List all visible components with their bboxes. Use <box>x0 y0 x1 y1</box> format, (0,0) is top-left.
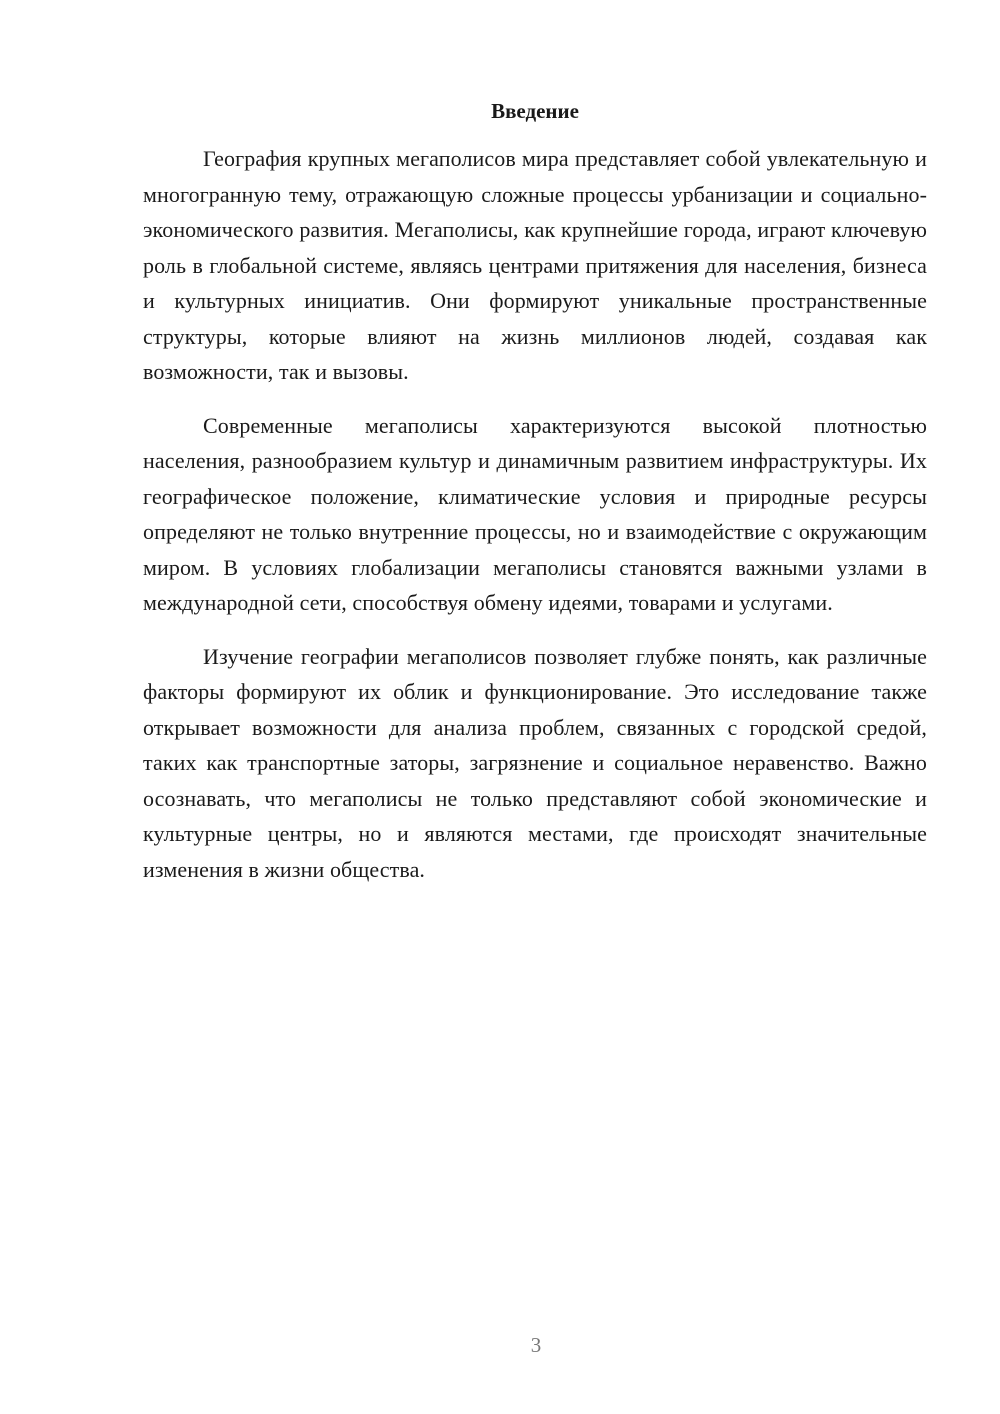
page-content <box>143 94 927 905</box>
section-title: Введение <box>491 99 579 123</box>
paragraph-3: Изучение географии мегаполисов позволяет глубже понять, как различные факторы формируют их облик и функционирование. Это исследование также открывает возможности для анализа проблем, связанных с городской средой, таких как транспортные заторы, загрязнение и социальное неравенство. Важно осознавать, что мегаполисы не только представляют собой экономические и культурные центры, но и являются местами, где происходят значительные изменения в жизни общества. <box>143 643 927 882</box>
paragraph-2: Современные мегаполисы характеризуются высокой плотностью населения, разнообразием культур и динамичным развитием инфраструктуры. Их географическое положение, климатические условия и природные ресурсы определяют не только внутренние процессы, но и взаимодействие с окружающим миром. В условиях глобализации мегаполисы становятся важными узлами в международной сети, способствуя обмену идеями, товарами и услугами. <box>143 412 927 615</box>
paragraph-1: География крупных мегаполисов мира представляет собой увлекательную и многогранную тему, отражающую сложные процессы урбанизации и социально-экономического развития. Мегаполисы, как крупнейшие города, играют ключевую роль в глобальной системе, являясь центрами притяжения для населения, бизнеса и культурных инициатив. Они формируют уникальные пространственные структуры, которые влияют на жизнь миллионов людей, создавая как возможности, так и вызовы. <box>143 146 927 384</box>
page-number: 3 <box>530 1333 542 1357</box>
